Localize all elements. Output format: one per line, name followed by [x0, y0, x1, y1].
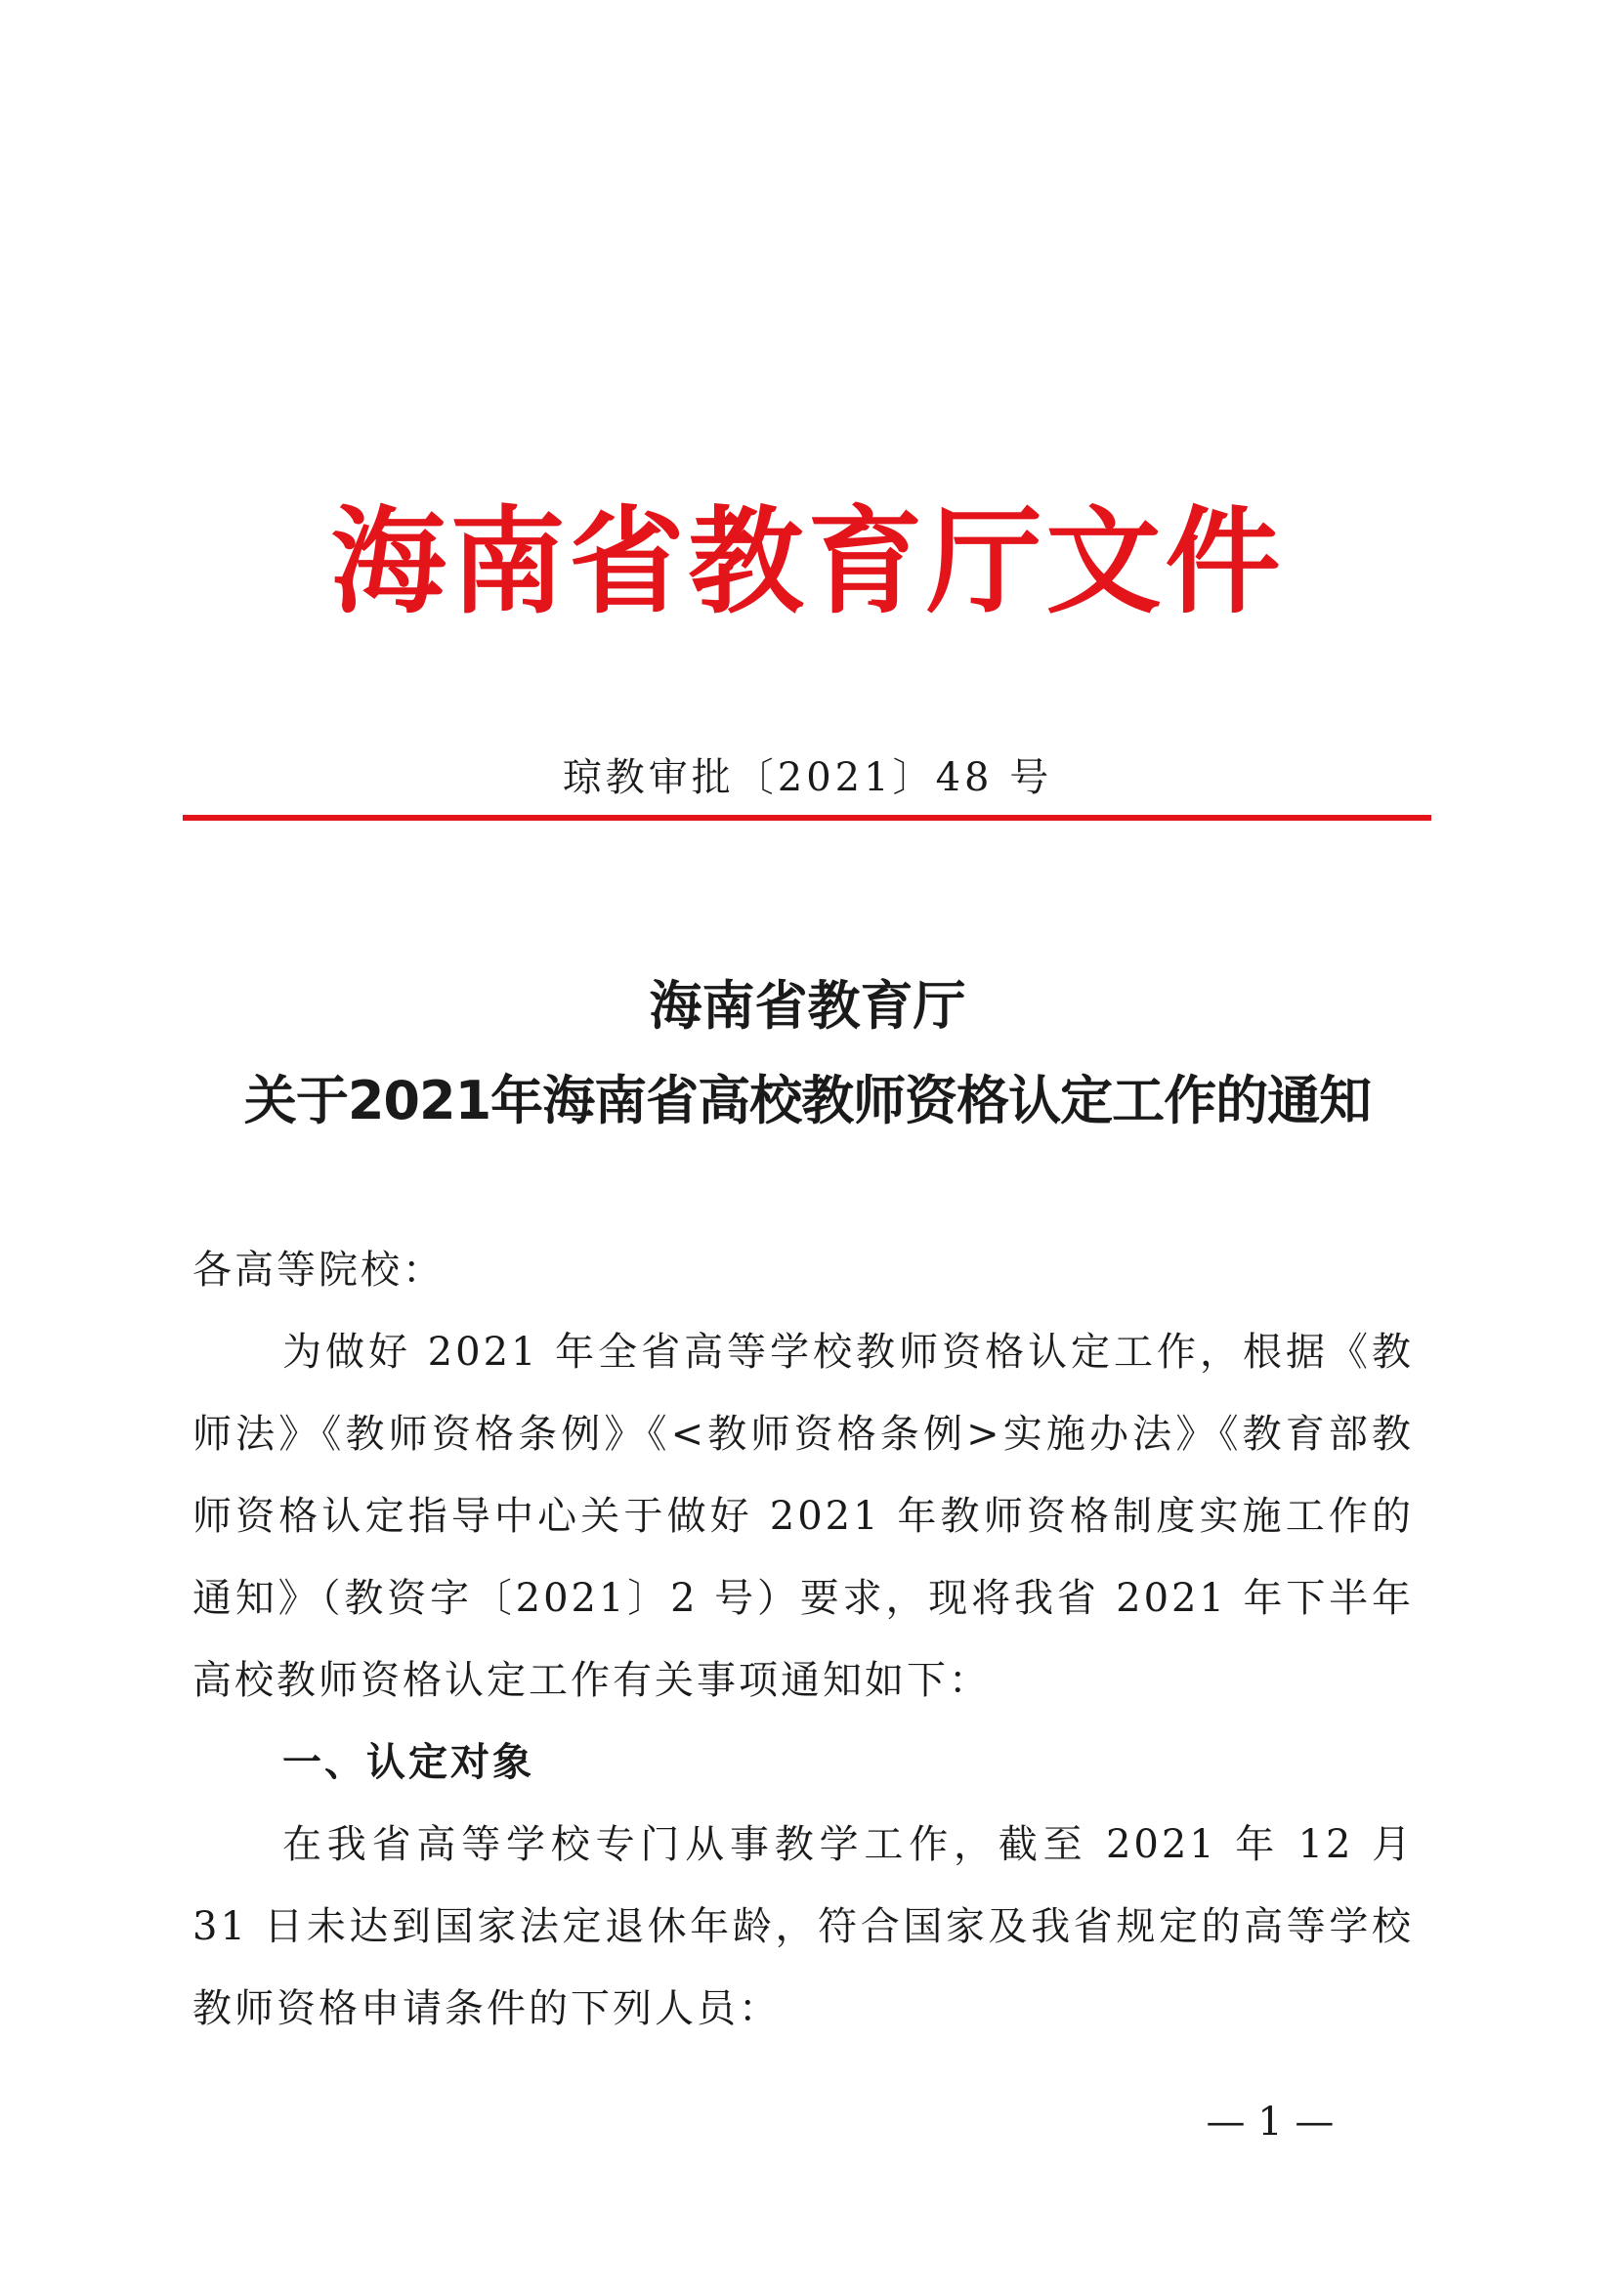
red-divider-line — [183, 815, 1431, 821]
section-heading-1: 一、认定对象 — [282, 1740, 534, 1785]
section-1-paragraph: 在我省高等学校专门从事教学工作，截至 2021 年 12 月 31 日未达到国家法定退休年龄，符合国家及我省规定的高等学校教师资格申请条件的下列人员： — [192, 1822, 1414, 2031]
salutation: 各高等院校： — [192, 1248, 445, 1293]
title-issuer: 海南省教育厅 — [649, 975, 966, 1037]
document-masthead: 海南省教育厅文件 — [330, 494, 1285, 629]
document-number: 琼教审批〔2021〕48 号 — [562, 755, 1053, 800]
intro-paragraph: 为做好 2021 年全省高等学校教师资格认定工作，根据《教师法》《教师资格条例》《<教师资格条例>实施办法》《教育部教师资格认定指导中心关于做好 2021 年教师资格制度实施工作的通知》（教资字〔2021〕2 号）要求，现将我省 2021 年下半年高校教师资格认定工作有关事项通知如下： — [192, 1330, 1414, 1703]
page-number: — 1 — — [1206, 2100, 1335, 2145]
title-subject: 关于2021年海南省高校教师资格认定工作的通知 — [243, 1070, 1372, 1131]
